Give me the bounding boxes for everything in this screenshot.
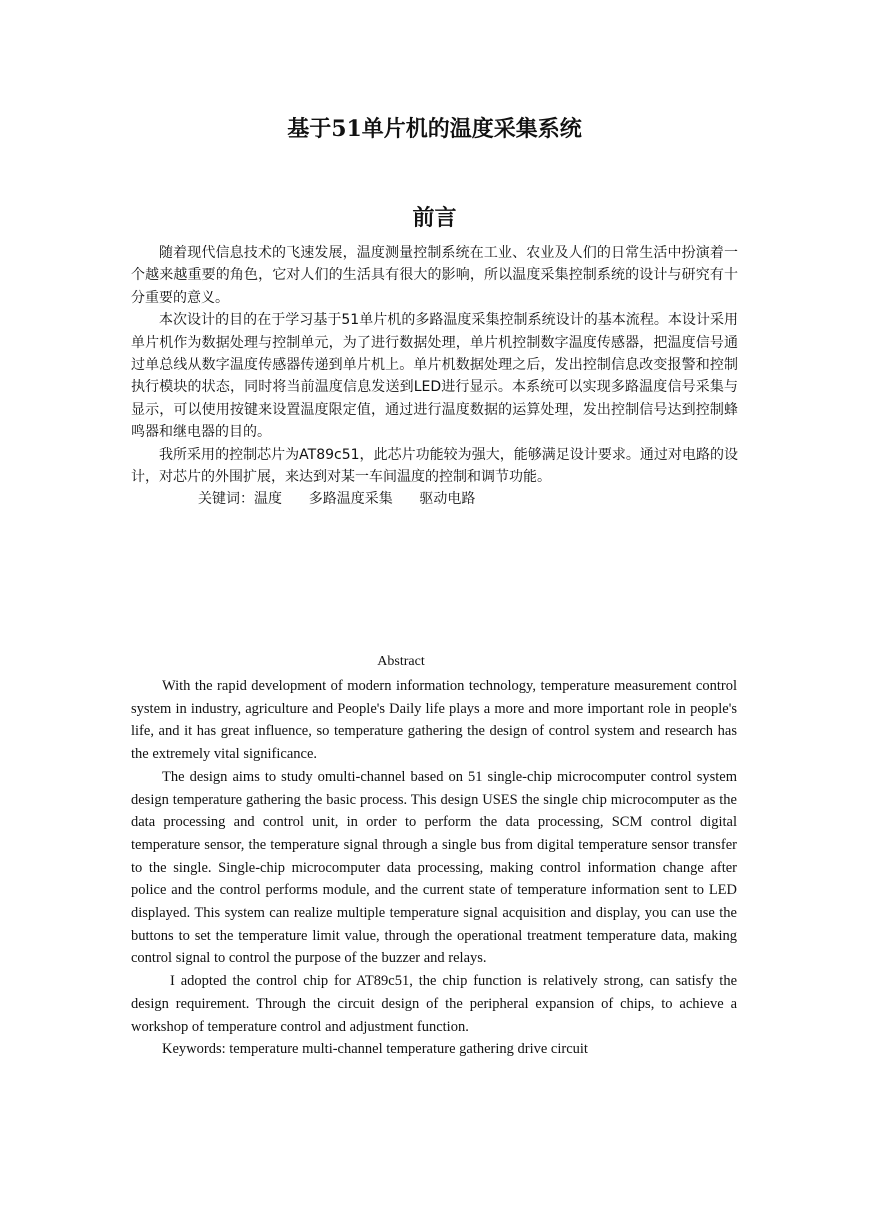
preface-keywords: 关键词：温度 多路温度采集 驱动电路 — [198, 491, 476, 508]
document-title: 基于51单片机的温度采集系统 — [287, 116, 582, 142]
abstract-paragraph-3: I adopted the control chip for AT89c51, the chip function is relatively strong, can satisfy the design requirement. Through the circuit design of the peripheral expansion of chips, to achieve a workshop of temperature control and adjustment function. — [131, 973, 737, 1035]
abstract-keywords: Keywords: temperature multi-channel temperature gathering drive circuit — [162, 1041, 588, 1058]
abstract-body — [131, 675, 737, 1061]
preface-heading: 前言 — [412, 205, 457, 231]
preface-paragraph-3: 我所采用的控制芯片为AT89c51，此芯片功能较为强大，能够满足设计要求。通过对电路的设计，对芯片的外围扩展，来达到对某一车间温度的控制和调节功能。 — [131, 446, 738, 486]
preface-body — [131, 242, 738, 511]
abstract-paragraph-2: The design aims to study omulti-channel based on 51 single-chip microcomputer control system design temperature gathering the basic process. This design USES the single chip microcomputer as the data processing and control unit, in order to perform the data processing, SCM control digital temperature sensor, the temperature signal through a single bus from digital temperature sensor transfer to the single. Single-chip microcomputer data processing, making control information change after police and the control performs module, and the current state of temperature information sent to LED displayed. This system can realize multiple temperature signal acquisition and display, you can use the buttons to set the temperature limit value, through the operational treatment temperature data, making control signal to control the purpose of the buzzer and relays. — [131, 768, 737, 967]
preface-paragraph-2: 本次设计的目的在于学习基于51单片机的多路温度采集控制系统设计的基本流程。本设计采用单片机作为数据处理与控制单元，为了进行数据处理，单片机控制数字温度传感器，把温度信号通过单总线从数字温度传感器传递到单片机上。单片机数据处理之后，发出控制信息改变报警和控制执行模块的状态，同时将当前温度信息发送到LED进行显示。本系统可以实现多路温度信号采集与显示，可以使用按键来设置温度限定值，通过进行温度数据的运算处理，发出控制信号达到控制蜂鸣器和继电器的目的。 — [131, 312, 738, 441]
preface-paragraph-1: 随着现代信息技术的飞速发展，温度测量控制系统在工业、农业及人们的日常生活中扮演着一个越来越重要的角色，它对人们的生活具有很大的影响，所以温度采集控制系统的设计与研究有十分重要的意义。 — [131, 245, 738, 306]
abstract-heading: Abstract — [377, 654, 425, 669]
abstract-paragraph-1: With the rapid development of modern information technology, temperature measurement control system in industry, agriculture and People's Daily life plays a more and more important role in people's life, and it has great influence, so temperature gathering the design of control system and research has the extremely vital significance. — [131, 678, 737, 763]
